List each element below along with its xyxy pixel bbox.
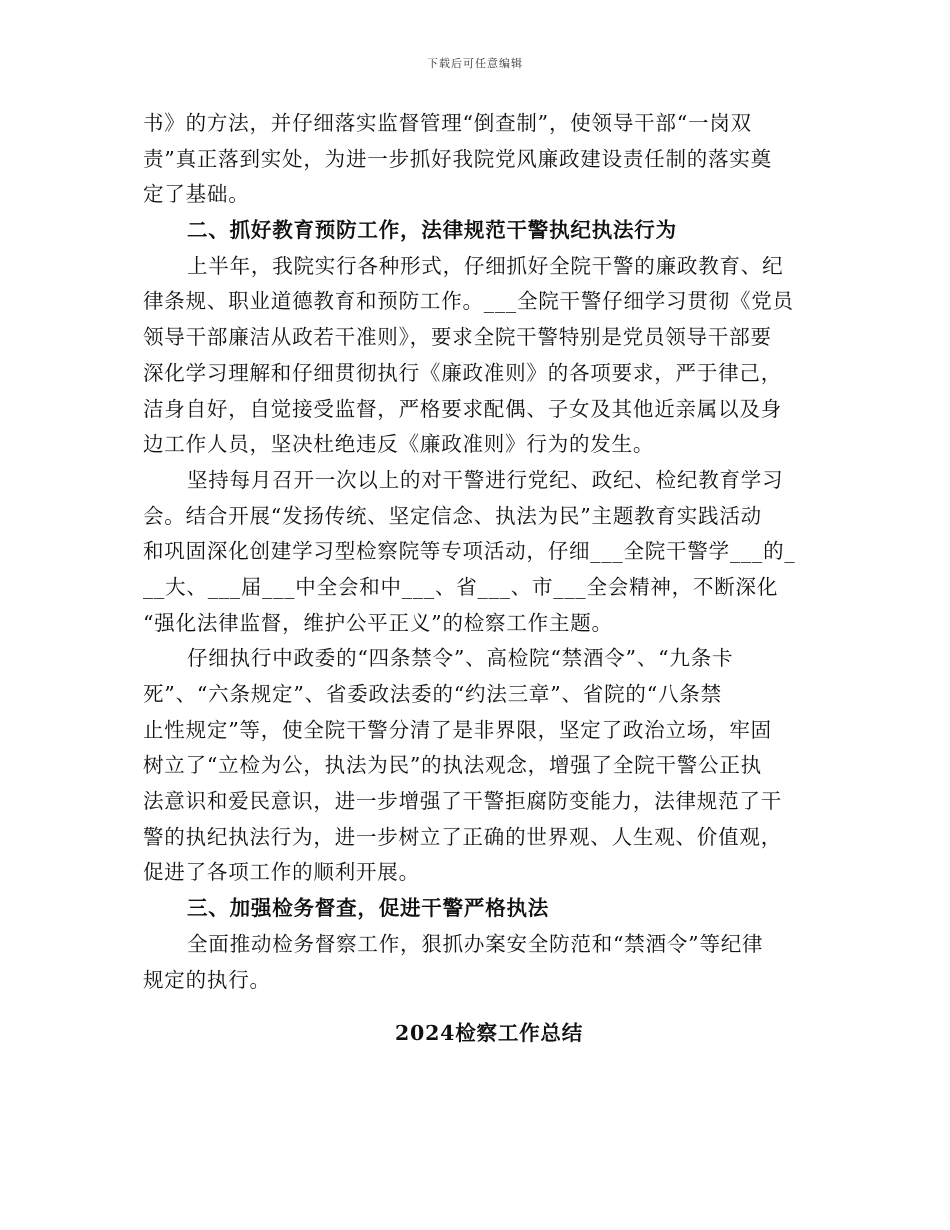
- paragraph-line: 洁身自好，自觉接受监督，严格要求配偶、子女及其他近亲属以及身: [143, 396, 782, 421]
- paragraph-line: 止性规定”等，使全院干警分清了是非界限，坚定了政治立场，牢固: [143, 717, 772, 742]
- paragraph-first-line: 仔细执行中政委的“四条禁令”、高检院“禁酒令”、“九条卡: [187, 646, 734, 671]
- paragraph-line: 会。结合开展“发扬传统、坚定信念、执法为民”主题教育实践活动: [143, 503, 762, 528]
- paragraph-first-line: 上半年，我院实行各种形式，仔细抓好全院干警的廉政教育、纪: [187, 253, 784, 278]
- paragraph-line: 法意识和爱民意识，进一步增强了干警拒腐防变能力，法律规范了干: [143, 789, 782, 814]
- paragraph-first-line: 全面推动检务督察工作，狠抓办案安全防范和“禁酒令”等纪律: [187, 931, 764, 956]
- paragraph-line: __大、___届___中全会和中___、省___、市___全会精神，不断深化: [143, 574, 779, 599]
- paragraph-line: 树立了“立检为公，执法为民”的执法观念，增强了全院干警公正执: [143, 753, 762, 778]
- paragraph-line: 书》的方法，并仔细落实监督管理“倒查制”，使领导干部“一岗双: [143, 111, 752, 135]
- paragraph-line: 死”、“六条规定”、省委政法委的“约法三章”、省院的“八条禁: [143, 682, 722, 706]
- paragraph-line: 定了基础。: [143, 182, 250, 207]
- paragraph-line: 深化学习理解和仔细贯彻执行《廉政准则》的各项要求，严于律己，: [143, 360, 782, 385]
- paragraph-line: 和巩固深化创建学习型检察院等专项活动，仔细___全院干警学___的_: [143, 539, 796, 564]
- page-header: 下载后可任意编辑: [427, 57, 523, 70]
- spacer: [143, 998, 811, 1016]
- paragraph-line: 促进了各项工作的顺利开展。: [143, 860, 420, 885]
- paragraph-first-line: 坚持每月召开一次以上的对干警进行党纪、政纪、检纪教育学习: [187, 467, 784, 492]
- paragraph-line: “强化法律监督，维护公平正义”的检察工作主题。: [143, 610, 613, 635]
- document-title: 2024检察工作总结: [394, 1021, 584, 1046]
- document-body: [143, 106, 811, 1052]
- section-heading: 三、加强检务督查，促进干警严格执法: [187, 896, 550, 921]
- paragraph-line: 律条规、职业道德教育和预防工作。___全院干警仔细学习贯彻《党员: [143, 289, 794, 314]
- section-heading: 二、抓好教育预防工作，法律规范干警执纪执法行为: [187, 218, 677, 243]
- paragraph-line: 边工作人员，坚决杜绝违反《廉政准则》行为的发生。: [143, 432, 655, 457]
- paragraph-line: 规定的执行。: [143, 967, 271, 992]
- paragraph-line: 领导干部廉洁从政若干准则》，要求全院干警特别是党员领导干部要: [143, 325, 772, 350]
- paragraph-line: 警的执纪执法行为，进一步树立了正确的世界观、人生观、价值观，: [143, 824, 782, 849]
- paragraph-line: 责”真正落到实处，为进一步抓好我院党风廉政建设责任制的落实奠: [143, 146, 772, 171]
